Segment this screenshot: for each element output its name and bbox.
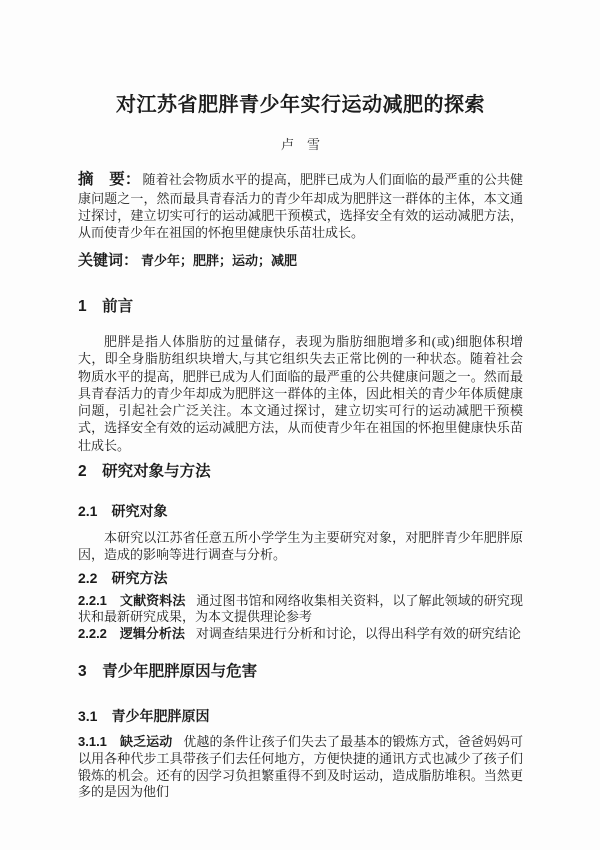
section-2-1-paragraph: 本研究以江苏省任意五所小学学生为主要研究对象，对肥胖青少年肥胖原因，造成的影响等进行调查与分析。 [78,530,523,563]
section-3-heading: 3 青少年肥胖原因与危害 [78,663,258,681]
method-item-logic-text: 对调查结果进行分析和讨论，以得出科学有效的研究结论 [195,625,521,641]
section-2-2-heading: 2.2 研究方法 [78,569,168,586]
method-item-logic [78,626,523,643]
section-2-1-heading: 2.1 研究对象 [78,503,168,520]
method-item-literature-text: 通过图书馆和网络收集相关资料，以了解此领域的研究现状和最新研究成果，为本文提供理论参考 [78,592,523,625]
keywords-text: 青少年；肥胖；运动；减肥 [141,253,298,268]
author-name: 卢 雪 [280,137,320,152]
abstract-label: 摘 要： [78,171,141,188]
section-1-heading: 1 前言 [78,298,134,315]
method-item-logic-label: 2.2.2 逻辑分析法 [78,625,185,641]
cause-item-lack-of-exercise [78,734,523,800]
abstract-paragraph [78,170,523,241]
method-item-literature-label: 2.2.1 文献资料法 [78,592,186,608]
cause-item-lack-of-exercise-label: 3.1.1 缺乏运动 [78,734,173,750]
section-2-heading: 2 研究对象与方法 [78,463,211,481]
keywords-label: 关键词： [78,252,139,269]
abstract-text: 随着社会物质水平的提高，肥胖已成为人们面临的最严重的公共健康问题之一，然而最具青春活力的青少年却成为肥胖这一群体的主体，本文通过探讨，建立切实可行的运动减肥干预模式，选择安全有效的运动减肥方法，从而使青少年在祖国的怀抱里健康快乐苗壮成长。 [78,172,523,240]
cause-item-lack-of-exercise-text: 优越的条件让孩子们失去了最基本的锻炼方式，爸爸妈妈可以用各种代步工具带孩子们去任何地方，方便快捷的通讯方式也减少了孩子们锻炼的机会。还有的因学习负担繁重得不到及时运动，造成脂肪堆积。当然更多的是因为他们 [78,734,523,800]
page-title: 对江苏省肥胖青少年实行运动减肥的探索 [116,94,485,116]
keywords-line [78,251,523,271]
method-item-literature [78,593,523,626]
section-1-paragraph: 肥胖是指人体脂肪的过量储存，表现为脂肪细胞增多和(或)细胞体积增大，即全身脂肪组织块增大,与其它组织失去正常比例的一种状态。随着社会物质水平的提高，肥胖已成为人们面临的最严重的公共健康问题之一。然而最具青春活力的青少年却成为肥胖这一群体的主体，因此相关的青少年体质健康问题，引起社会广泛关注。本文通过探讨，建立切实可行的运动减肥干预模式，选择安全有效的运动减肥方法，从而使青少年在祖国的怀抱里健康快乐苗壮成长。 [78,334,523,453]
section-3-1-heading: 3.1 青少年肥胖原因 [78,708,210,725]
